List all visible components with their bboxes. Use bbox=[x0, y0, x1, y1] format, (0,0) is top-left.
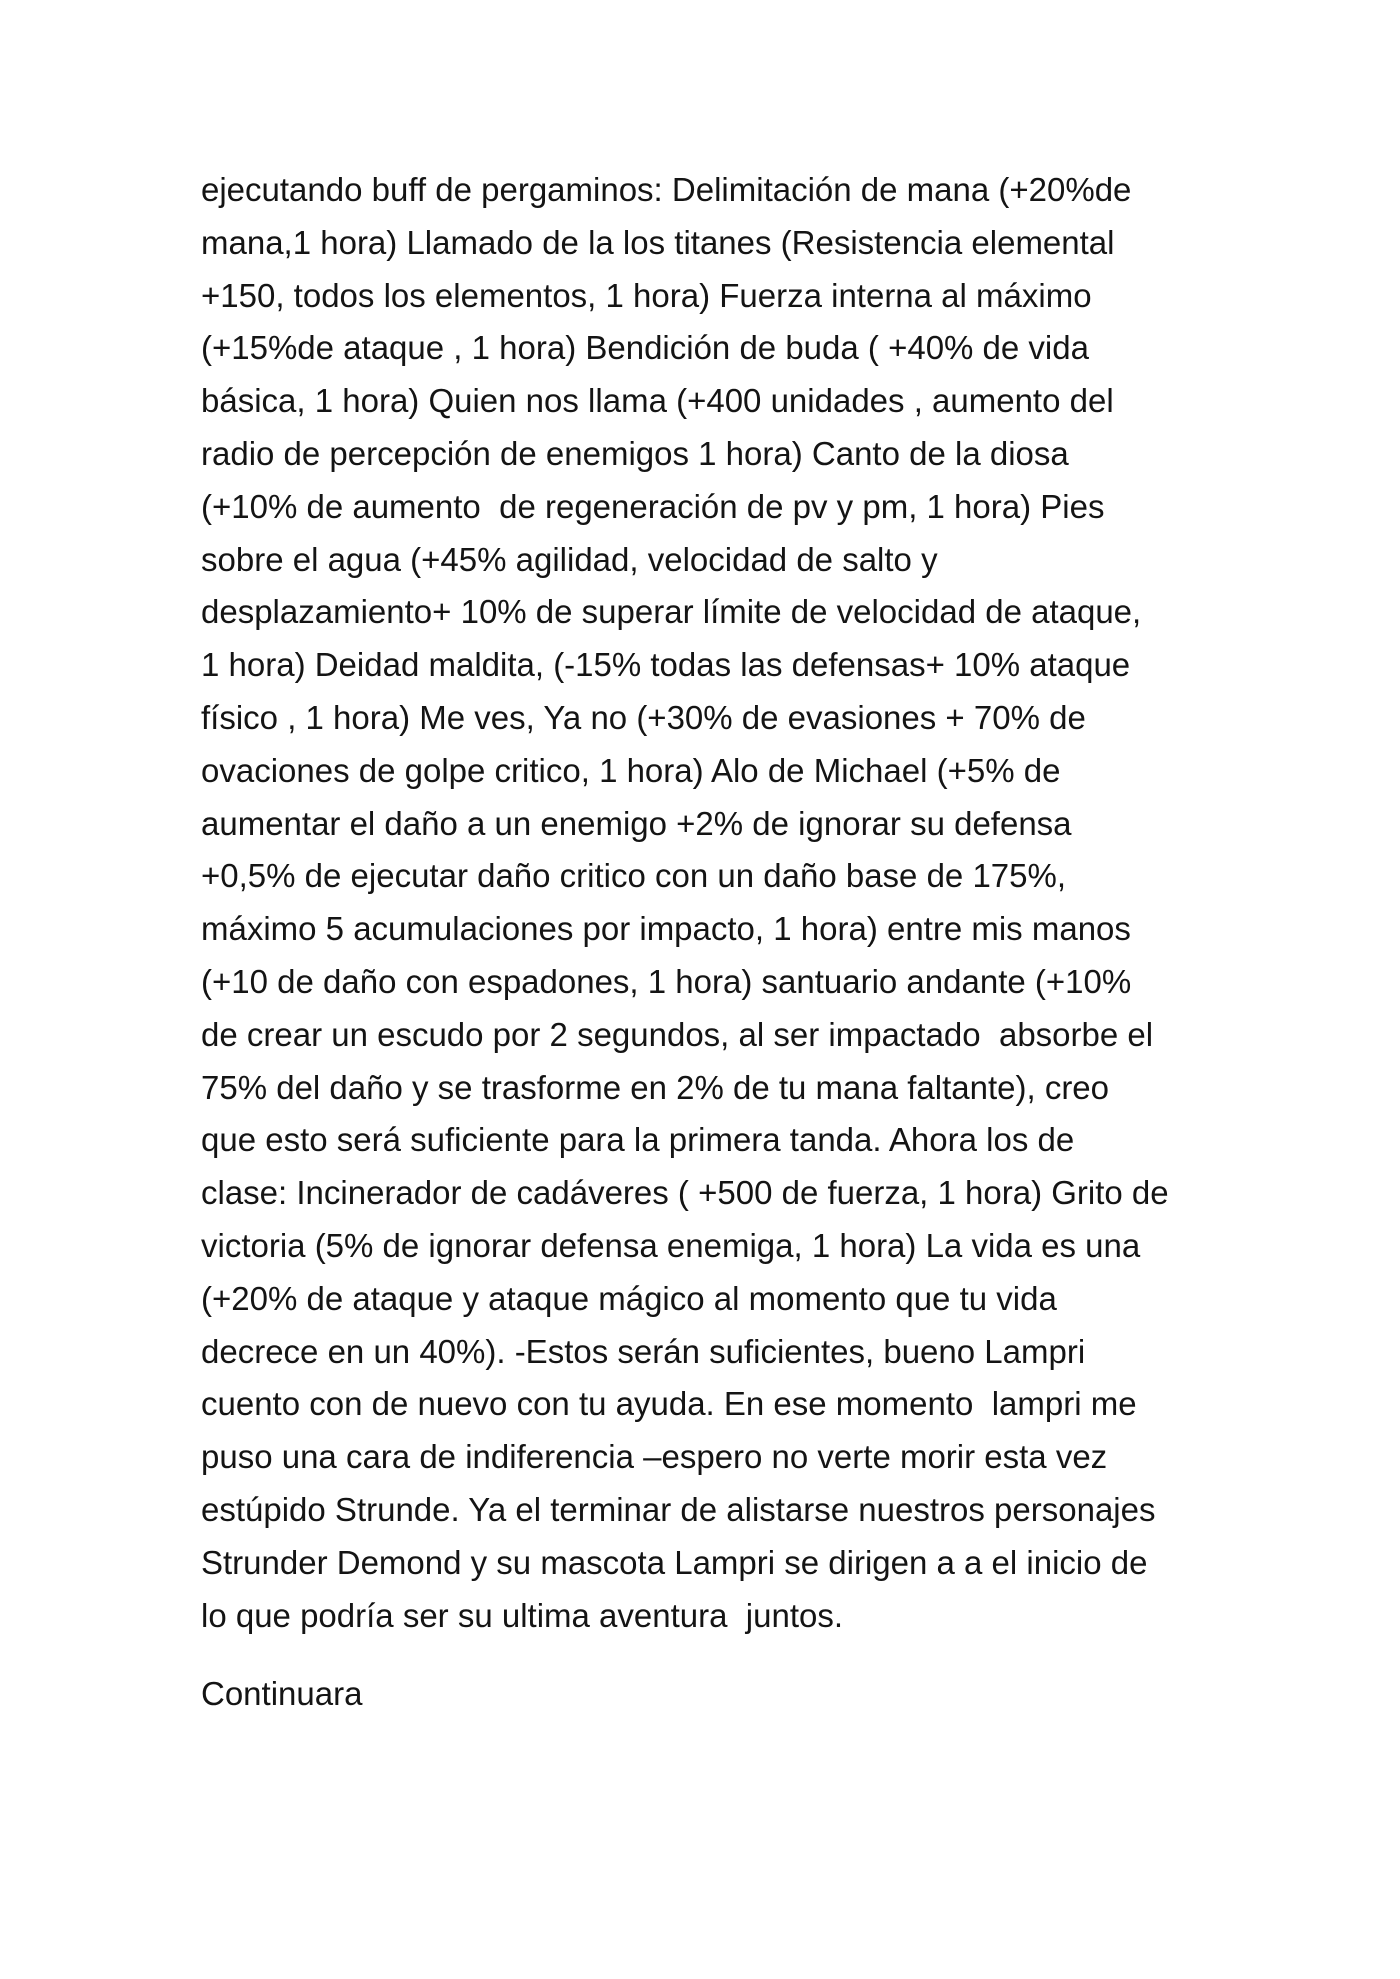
text-line: +0,5% de ejecutar daño critico con un daño base de 175%, bbox=[201, 857, 1067, 895]
text-line: físico , 1 hora) Me ves, Ya no (+30% de evasiones + 70% de bbox=[201, 698, 1086, 736]
text-line: (+20% de ataque y ataque mágico al momento que tu vida bbox=[201, 1279, 1057, 1317]
text-line: victoria (5% de ignorar defensa enemiga, 1 hora) La vida es una bbox=[201, 1226, 1141, 1264]
text-line: 1 hora) Deidad maldita, (-15% todas las defensas+ 10% ataque bbox=[201, 646, 1131, 684]
text-line: (+15%de ataque , 1 hora) Bendición de buda ( +40% de vida bbox=[201, 329, 1089, 367]
text-line: mana,1 hora) Llamado de la los titanes (Resistencia elemental bbox=[201, 223, 1115, 261]
text-line: (+10% de aumento de regeneración de pv y pm, 1 hora) Pies bbox=[201, 487, 1105, 525]
text-line: ejecutando buff de pergaminos: Delimitación de mana (+20%de bbox=[201, 171, 1132, 208]
text-line: puso una cara de indiferencia –espero no verte morir esta vez bbox=[201, 1438, 1108, 1476]
text-line: 75% del daño y se trasforme en 2% de tu mana faltante), creo bbox=[201, 1068, 1110, 1106]
text-line: máximo 5 acumulaciones por impacto, 1 hora) entre mis manos bbox=[201, 910, 1131, 948]
body-text bbox=[201, 164, 1211, 1642]
text-line: estúpido Strunde. Ya el terminar de alistarse nuestros personajes bbox=[201, 1490, 1156, 1528]
text-line: desplazamiento+ 10% de superar límite de velocidad de ataque, bbox=[201, 593, 1142, 631]
text-line: decrece en un 40%). -Estos serán suficientes, bueno Lampri bbox=[201, 1332, 1086, 1370]
text-line: cuento con de nuevo con tu ayuda. En ese momento lampri me bbox=[201, 1385, 1137, 1423]
text-line: ovaciones de golpe critico, 1 hora) Alo de Michael (+5% de bbox=[201, 751, 1061, 789]
text-line: sobre el agua (+45% agilidad, velocidad de salto y bbox=[201, 540, 938, 578]
text-line: lo que podría ser su ultima aventura juntos. bbox=[201, 1596, 844, 1634]
text-line: clase: Incinerador de cadáveres ( +500 de fuerza, 1 hora) Grito de bbox=[201, 1174, 1169, 1212]
text-line: Strunder Demond y su mascota Lampri se dirigen a a el inicio de bbox=[201, 1543, 1148, 1581]
text-line: radio de percepción de enemigos 1 hora) Canto de la diosa bbox=[201, 434, 1069, 472]
text-line: que esto será suficiente para la primera tanda. Ahora los de bbox=[201, 1121, 1075, 1159]
text-line: (+10 de daño con espadones, 1 hora) santuario andante (+10% bbox=[201, 962, 1132, 1000]
text-line: aumentar el daño a un enemigo +2% de ignorar su defensa bbox=[201, 804, 1072, 842]
text-line: básica, 1 hora) Quien nos llama (+400 unidades , aumento del bbox=[201, 382, 1114, 420]
closing-text: Continuara bbox=[201, 1675, 363, 1712]
text-line: +150, todos los elementos, 1 hora) Fuerza interna al máximo bbox=[201, 276, 1092, 314]
text-line: de crear un escudo por 2 segundos, al ser impactado absorbe el bbox=[201, 1015, 1154, 1053]
